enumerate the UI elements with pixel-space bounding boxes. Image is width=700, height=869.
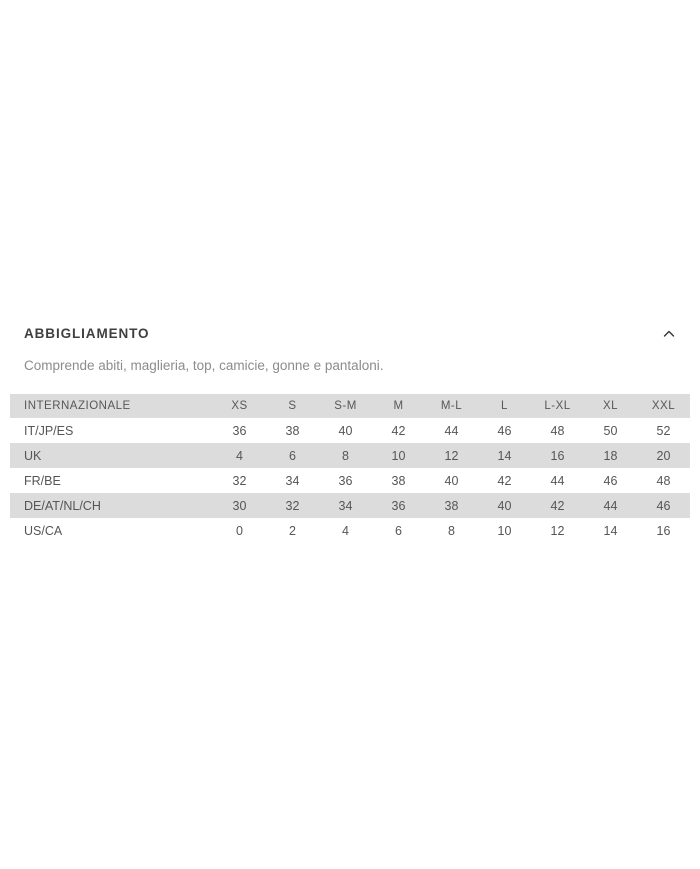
value-cell: 44 [603, 498, 618, 513]
value-cell: 4 [342, 523, 349, 538]
value-cell: 36 [232, 423, 247, 438]
size-table [10, 394, 690, 543]
accordion-section-header[interactable] [24, 326, 677, 342]
value-cell: 8 [342, 448, 349, 463]
value-cell: 40 [338, 423, 353, 438]
row-label-cell: DE/AT/NL/CH [24, 498, 101, 513]
table-row [10, 443, 690, 468]
header-cell-size: S-M [334, 400, 357, 412]
table-row [10, 518, 690, 543]
collapse-section-button[interactable] [661, 328, 677, 340]
value-cell: 2 [289, 523, 296, 538]
header-cell-size: XL [602, 400, 619, 412]
value-cell: 10 [497, 523, 512, 538]
value-cell: 0 [236, 523, 243, 538]
value-cell: 14 [603, 523, 618, 538]
value-cell: 16 [550, 448, 565, 463]
value-cell: 32 [232, 473, 247, 488]
value-cell: 16 [656, 523, 671, 538]
row-label-cell: UK [24, 448, 42, 463]
value-cell: 4 [236, 448, 243, 463]
row-label-cell: IT/JP/ES [24, 423, 74, 438]
size-table-head [10, 394, 690, 418]
table-row [10, 418, 690, 443]
value-cell: 50 [603, 423, 618, 438]
value-cell: 42 [497, 473, 512, 488]
value-cell: 38 [285, 423, 300, 438]
chevron-up-icon [663, 330, 675, 338]
value-cell: 52 [656, 423, 671, 438]
value-cell: 38 [391, 473, 406, 488]
section-title: ABBIGLIAMENTO [24, 326, 150, 341]
value-cell: 20 [656, 448, 671, 463]
row-label-cell: FR/BE [24, 473, 61, 488]
value-cell: 40 [444, 473, 459, 488]
section-subtitle: Comprende abiti, maglieria, top, camicie, gonne e pantaloni. [24, 358, 384, 373]
size-table-header-row [10, 394, 690, 418]
value-cell: 36 [338, 473, 353, 488]
value-cell: 12 [444, 448, 459, 463]
header-cell-size: M [393, 400, 404, 412]
header-cell-size: XS [231, 400, 248, 412]
value-cell: 8 [448, 523, 455, 538]
value-cell: 46 [603, 473, 618, 488]
value-cell: 38 [444, 498, 459, 513]
value-cell: 48 [550, 423, 565, 438]
value-cell: 46 [656, 498, 671, 513]
value-cell: 30 [232, 498, 247, 513]
value-cell: 36 [391, 498, 406, 513]
value-cell: 46 [497, 423, 512, 438]
row-label-cell: US/CA [24, 523, 63, 538]
value-cell: 14 [497, 448, 512, 463]
header-cell-size: XXL [651, 400, 676, 412]
value-cell: 44 [444, 423, 459, 438]
value-cell: 44 [550, 473, 565, 488]
value-cell: 32 [285, 498, 300, 513]
value-cell: 6 [395, 523, 402, 538]
header-cell-size: S [288, 400, 297, 412]
value-cell: 40 [497, 498, 512, 513]
value-cell: 42 [550, 498, 565, 513]
table-row [10, 468, 690, 493]
value-cell: 18 [603, 448, 618, 463]
value-cell: 34 [285, 473, 300, 488]
value-cell: 6 [289, 448, 296, 463]
value-cell: 42 [391, 423, 406, 438]
value-cell: 34 [338, 498, 353, 513]
value-cell: 48 [656, 473, 671, 488]
header-cell-size: L-XL [544, 400, 571, 412]
header-cell-size: M-L [440, 400, 463, 412]
header-cell-size: L [501, 400, 508, 412]
table-row [10, 493, 690, 518]
value-cell: 12 [550, 523, 565, 538]
header-cell-label: INTERNAZIONALE [24, 400, 131, 412]
size-table-body [10, 418, 690, 543]
value-cell: 10 [391, 448, 406, 463]
